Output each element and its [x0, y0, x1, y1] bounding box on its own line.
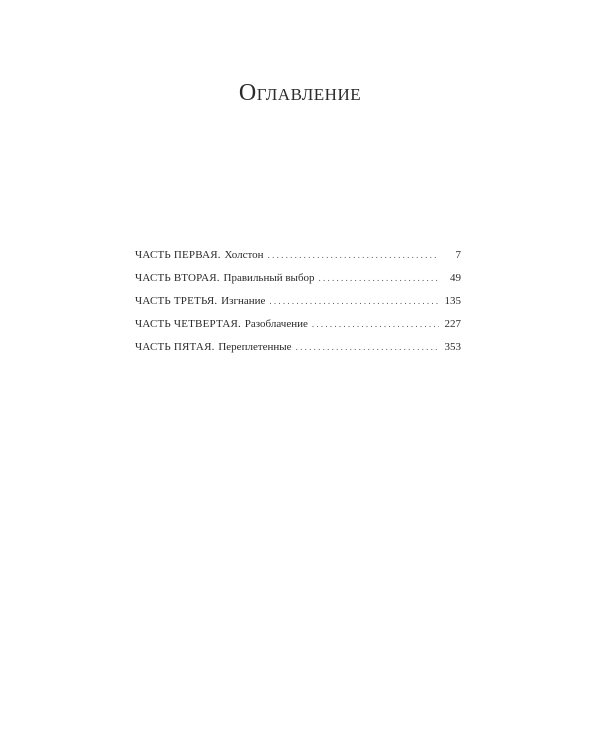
toc-part-label: ЧАСТЬ ЧЕТВЕРТАЯ	[135, 318, 239, 330]
toc-separator: .	[238, 318, 241, 330]
toc-entry	[135, 244, 461, 267]
toc-dot-leader	[268, 244, 439, 267]
toc-title: Оглавление	[238, 80, 362, 106]
toc-part-label: ЧАСТЬ ПЕРВАЯ	[135, 249, 218, 261]
toc-part-name: Разоблачение	[244, 318, 308, 330]
toc-separator: .	[214, 295, 218, 307]
toc-dot-leader	[296, 336, 439, 359]
toc-page-number: 7	[455, 249, 461, 261]
toc-separator: .	[216, 272, 220, 284]
toc-dot-leader	[312, 313, 439, 336]
toc-part-label: ЧАСТЬ ВТОРАЯ	[135, 272, 217, 284]
toc-part-label: ЧАСТЬ ПЯТАЯ	[135, 341, 212, 353]
toc-page-number: 49	[450, 272, 461, 284]
toc-entry	[135, 313, 461, 336]
toc-part-name: Правильный выбор	[223, 272, 315, 284]
toc-entry	[135, 267, 461, 290]
toc-part-name: Холстон	[224, 249, 264, 261]
toc-part-name: Изгнание	[221, 295, 266, 307]
toc-list	[135, 244, 461, 359]
toc-dot-leader	[319, 267, 439, 290]
toc-entry	[135, 336, 461, 359]
toc-page-number: 353	[444, 341, 461, 353]
toc-page-number: 227	[444, 318, 461, 330]
toc-dot-leader	[269, 290, 439, 313]
toc-part-label: ЧАСТЬ ТРЕТЬЯ	[135, 295, 215, 307]
toc-part-name: Переплетенные	[218, 341, 292, 353]
toc-separator: .	[217, 249, 221, 261]
toc-separator: .	[211, 341, 215, 353]
toc-page-number: 135	[444, 295, 461, 307]
toc-entry	[135, 290, 461, 313]
